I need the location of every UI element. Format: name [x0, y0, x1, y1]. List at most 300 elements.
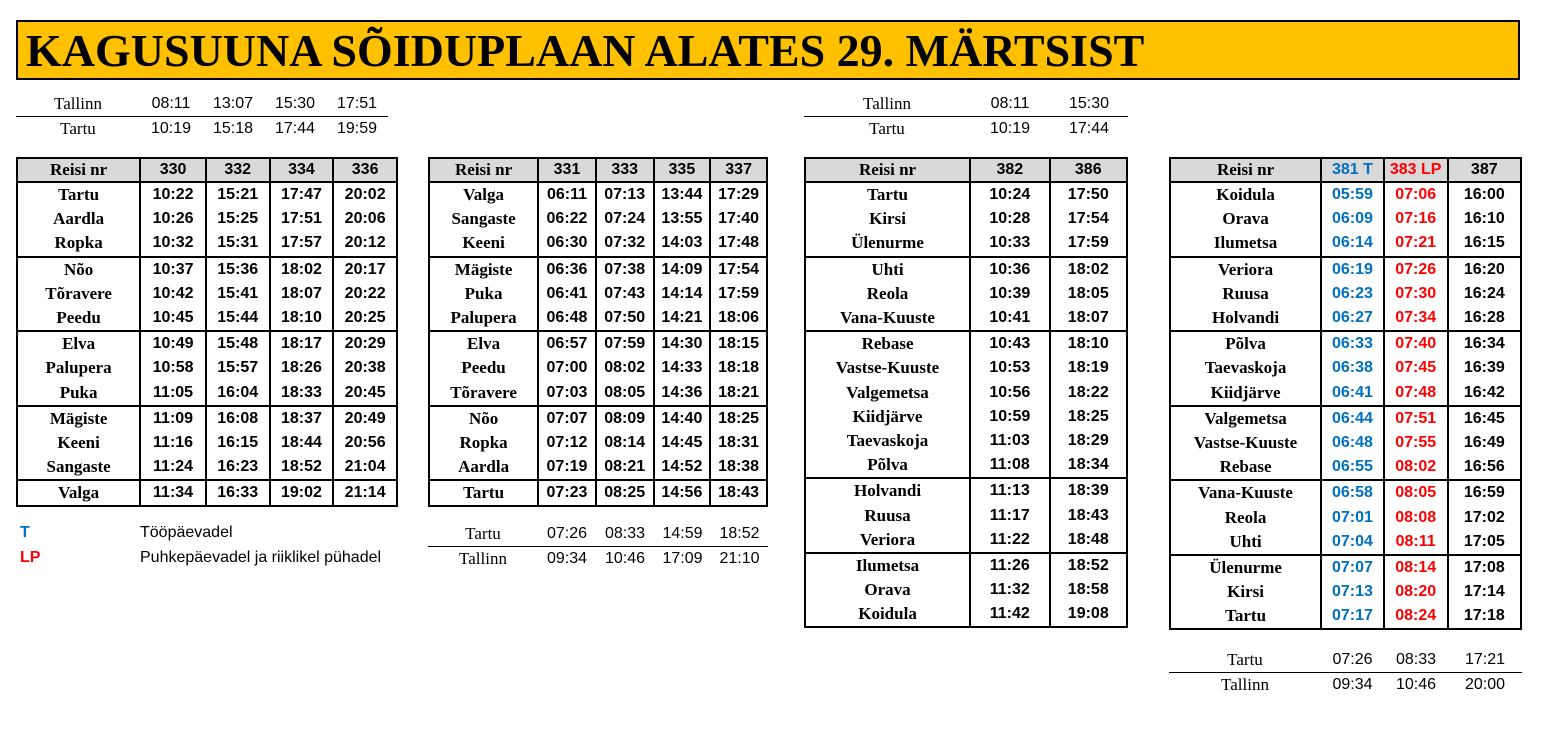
station-name: Veriora [1170, 257, 1321, 282]
time-cell: 14:36 [654, 381, 711, 406]
time-cell: 10:49 [140, 331, 206, 356]
station-name: Rebase [1170, 455, 1321, 480]
station-name: Mägiste [429, 257, 538, 282]
time-cell: 07:26 [1321, 648, 1384, 673]
time-cell: 11:05 [140, 381, 206, 406]
time-cell: 14:21 [654, 306, 711, 331]
time-cell: 18:15 [710, 331, 767, 356]
time-cell: 08:09 [596, 406, 654, 431]
time-cell: 07:43 [596, 282, 654, 306]
time-cell: 07:24 [596, 207, 654, 231]
time-cell: 09:34 [546, 550, 588, 567]
station-name: Orava [805, 578, 970, 602]
time-cell: 18:19 [1050, 356, 1127, 380]
time-cell: 07:50 [596, 306, 654, 331]
time-cell: 20:02 [333, 182, 397, 207]
table-row [1170, 207, 1521, 231]
station-name: Sangaste [429, 207, 538, 231]
time-cell: 07:59 [596, 331, 654, 356]
time-cell: 08:02 [1384, 455, 1448, 480]
station-name: Ropka [17, 231, 140, 256]
time-cell: 07:40 [1384, 331, 1448, 356]
station-name: Holvandi [805, 478, 970, 503]
time-cell: 06:44 [1321, 406, 1384, 431]
station-name: Ilumetsa [1170, 231, 1321, 256]
time-cell: 18:58 [1050, 578, 1127, 602]
station-name: Tartu [1170, 604, 1321, 629]
table-row [429, 231, 767, 256]
connection-row [1169, 648, 1522, 673]
time-cell: 06:36 [538, 257, 596, 282]
header-row [805, 158, 1127, 182]
legend-workday [20, 524, 30, 542]
time-cell: 19:02 [270, 480, 334, 506]
time-cell: 07:32 [596, 231, 654, 256]
time-cell: 21:04 [333, 455, 397, 480]
station-name: Taevaskoja [1170, 356, 1321, 380]
table-row [805, 503, 1127, 527]
time-cell: 17:59 [1050, 231, 1127, 256]
table-row [17, 182, 397, 207]
station-name: Tallinn [459, 549, 507, 568]
table-row [805, 306, 1127, 331]
legend-holiday-text: Puhkepäevadel ja riiklikel pühadel [140, 549, 382, 566]
time-cell: 18:44 [270, 431, 334, 455]
time-cell: 18:34 [1050, 453, 1127, 478]
time-cell: 10:39 [970, 282, 1049, 306]
station-name: Ropka [429, 431, 538, 455]
time-cell: 16:10 [1448, 207, 1521, 231]
time-cell: 14:33 [654, 356, 711, 380]
time-cell: 07:03 [538, 381, 596, 406]
table-row [1170, 331, 1521, 356]
table-row [17, 257, 397, 282]
time-cell: 14:14 [654, 282, 711, 306]
time-cell: 20:45 [333, 381, 397, 406]
station-name: Tartu [428, 522, 538, 547]
table-row [429, 480, 767, 506]
time-cell: 08:33 [1384, 648, 1448, 673]
time-cell: 10:42 [140, 282, 206, 306]
time-cell: 20:29 [333, 331, 397, 356]
time-cell: 18:26 [270, 356, 334, 380]
time-cell: 10:26 [140, 207, 206, 231]
time-cell: 14:56 [654, 480, 711, 506]
time-cell: 20:49 [333, 406, 397, 431]
time-cell: 11:08 [970, 453, 1049, 478]
time-cell: 07:30 [1384, 282, 1448, 306]
time-cell: 11:22 [970, 528, 1049, 553]
station-name: Palupera [17, 356, 140, 380]
station-name: Ruusa [1170, 282, 1321, 306]
connection-row [1169, 673, 1522, 698]
page-title: KAGUSUUNA SÕIDUPLAAN ALATES 29. MÄRTSIST [26, 25, 1145, 76]
station-name: Kiidjärve [805, 405, 970, 429]
table-row [1170, 182, 1521, 207]
time-cell: 18:48 [1050, 528, 1127, 553]
station-name: Ruusa [805, 503, 970, 527]
time-cell: 07:21 [1384, 231, 1448, 256]
time-cell: 05:59 [1321, 182, 1384, 207]
time-cell: 15:36 [206, 257, 270, 282]
time-cell: 07:04 [1321, 530, 1384, 555]
table-row [805, 331, 1127, 356]
time-cell: 15:30 [264, 92, 326, 117]
station-name: Kirsi [1170, 580, 1321, 604]
connection-tartu-tallinn-2 [1169, 648, 1522, 697]
timetable-tartu-koidula [804, 157, 1128, 628]
time-cell: 07:48 [1384, 381, 1448, 406]
station-name: Tartu [869, 119, 905, 138]
time-cell: 06:11 [538, 182, 596, 207]
table-row [1170, 231, 1521, 256]
station-name: Rebase [805, 331, 970, 356]
time-cell: 10:58 [140, 356, 206, 380]
table-row [805, 553, 1127, 578]
table-row [805, 453, 1127, 478]
time-cell: 10:19 [150, 120, 192, 137]
time-cell: 18:25 [1050, 405, 1127, 429]
connection-tallinn-tartu-2 [804, 92, 1128, 141]
table-row [17, 231, 397, 256]
time-cell: 10:43 [970, 331, 1049, 356]
table-row [17, 406, 397, 431]
time-cell: 18:25 [710, 406, 767, 431]
time-cell: 16:08 [206, 406, 270, 431]
time-cell: 13:07 [202, 92, 264, 117]
time-cell: 07:45 [1384, 356, 1448, 380]
station-name: Valgemetsa [1170, 406, 1321, 431]
station-name: Elva [429, 331, 538, 356]
time-cell: 17:40 [710, 207, 767, 231]
time-cell: 06:30 [538, 231, 596, 256]
time-cell: 06:48 [538, 306, 596, 331]
time-cell: 10:45 [140, 306, 206, 331]
time-cell: 07:34 [1384, 306, 1448, 331]
time-cell: 20:12 [333, 231, 397, 256]
time-cell: 15:18 [212, 120, 254, 137]
time-cell: 07:19 [538, 455, 596, 480]
time-cell: 07:07 [1321, 555, 1384, 580]
time-cell: 18:43 [710, 480, 767, 506]
time-cell: 18:52 [711, 522, 768, 547]
time-cell: 16:28 [1448, 306, 1521, 331]
time-cell: 18:38 [710, 455, 767, 480]
header-trip-number: 333 [596, 158, 654, 182]
time-cell: 17:50 [1050, 182, 1127, 207]
table-row [805, 207, 1127, 231]
time-cell: 17:08 [1448, 555, 1521, 580]
time-cell: 16:45 [1448, 406, 1521, 431]
station-name: Aardla [429, 455, 538, 480]
time-cell: 16:39 [1448, 356, 1521, 380]
time-cell: 19:59 [336, 120, 378, 137]
time-cell: 14:30 [654, 331, 711, 356]
table-row [1170, 431, 1521, 455]
legend-code-t: T [20, 524, 30, 541]
time-cell: 18:10 [1050, 331, 1127, 356]
connection-row [804, 117, 1128, 142]
time-cell: 17:51 [326, 92, 388, 117]
station-name: Holvandi [1170, 306, 1321, 331]
table-row [429, 207, 767, 231]
connection-row [428, 547, 768, 572]
station-name: Tartu [17, 182, 140, 207]
time-cell: 16:20 [1448, 257, 1521, 282]
legend-code-lp: LP [20, 549, 41, 566]
table-row [1170, 480, 1521, 505]
time-cell: 10:36 [970, 257, 1049, 282]
time-cell: 08:05 [1384, 480, 1448, 505]
table-row [429, 431, 767, 455]
time-cell: 11:13 [970, 478, 1049, 503]
time-cell: 16:04 [206, 381, 270, 406]
time-cell: 15:30 [1050, 92, 1128, 117]
time-cell: 20:25 [333, 306, 397, 331]
time-cell: 18:21 [710, 381, 767, 406]
time-cell: 17:54 [1050, 207, 1127, 231]
time-cell: 10:41 [970, 306, 1049, 331]
time-cell: 18:02 [1050, 257, 1127, 282]
table-row [1170, 604, 1521, 629]
time-cell: 08:08 [1384, 505, 1448, 529]
table-row [429, 306, 767, 331]
table-row [429, 331, 767, 356]
table-row [805, 257, 1127, 282]
time-cell: 06:58 [1321, 480, 1384, 505]
time-cell: 15:41 [206, 282, 270, 306]
table-row [17, 331, 397, 356]
time-cell: 17:44 [1068, 120, 1110, 137]
time-cell: 10:24 [970, 182, 1049, 207]
time-cell: 21:14 [333, 480, 397, 506]
time-cell: 20:17 [333, 257, 397, 282]
station-name: Vana-Kuuste [805, 306, 970, 331]
table-row [17, 282, 397, 306]
time-cell: 06:57 [538, 331, 596, 356]
time-cell: 06:41 [538, 282, 596, 306]
timetable-koidula-tartu [1169, 157, 1522, 630]
time-cell: 16:00 [1448, 182, 1521, 207]
time-cell: 16:15 [1448, 231, 1521, 256]
header-trip-label: Reisi nr [805, 158, 970, 182]
time-cell: 18:29 [1050, 429, 1127, 453]
table-row [1170, 257, 1521, 282]
timetable-tartu-valga [16, 157, 398, 507]
station-name: Tallinn [804, 92, 970, 117]
station-name: Peedu [17, 306, 140, 331]
station-name: Tõravere [429, 381, 538, 406]
station-name: Uhti [805, 257, 970, 282]
time-cell: 06:14 [1321, 231, 1384, 256]
time-cell: 07:07 [538, 406, 596, 431]
time-cell: 10:32 [140, 231, 206, 256]
time-cell: 10:46 [604, 550, 646, 567]
time-cell: 06:55 [1321, 455, 1384, 480]
legend-workday-text: Tööpäevadel [140, 524, 233, 541]
table-row [805, 578, 1127, 602]
time-cell: 10:19 [989, 120, 1031, 137]
station-name: Peedu [429, 356, 538, 380]
time-cell: 18:10 [270, 306, 334, 331]
time-cell: 11:32 [970, 578, 1049, 602]
table-row [429, 356, 767, 380]
time-cell: 07:23 [538, 480, 596, 506]
station-name: Puka [429, 282, 538, 306]
time-cell: 08:02 [596, 356, 654, 380]
time-cell: 16:33 [206, 480, 270, 506]
time-cell: 07:26 [538, 522, 596, 547]
time-cell: 07:16 [1384, 207, 1448, 231]
time-cell: 10:53 [970, 356, 1049, 380]
time-cell: 14:45 [654, 431, 711, 455]
header-trip-number: 335 [654, 158, 711, 182]
time-cell: 06:48 [1321, 431, 1384, 455]
table-row [805, 478, 1127, 503]
time-cell: 07:13 [596, 182, 654, 207]
header-row [1170, 158, 1521, 182]
time-cell: 16:42 [1448, 381, 1521, 406]
time-cell: 10:33 [970, 231, 1049, 256]
time-cell: 08:20 [1384, 580, 1448, 604]
time-cell: 08:11 [970, 92, 1050, 117]
table-row [805, 602, 1127, 627]
station-name: Kirsi [805, 207, 970, 231]
time-cell: 17:02 [1448, 505, 1521, 529]
timetable-valga-tartu [428, 157, 768, 507]
time-cell: 18:07 [1050, 306, 1127, 331]
station-name: Nõo [17, 257, 140, 282]
station-name: Taevaskoja [805, 429, 970, 453]
time-cell: 14:40 [654, 406, 711, 431]
table-row [1170, 580, 1521, 604]
time-cell: 11:26 [970, 553, 1049, 578]
time-cell: 14:52 [654, 455, 711, 480]
time-cell: 17:09 [662, 550, 703, 567]
time-cell: 16:23 [206, 455, 270, 480]
table-row [429, 455, 767, 480]
time-cell: 18:52 [1050, 553, 1127, 578]
table-row [1170, 306, 1521, 331]
time-cell: 18:07 [270, 282, 334, 306]
table-row [429, 282, 767, 306]
time-cell: 20:00 [1464, 676, 1506, 693]
station-name: Tallinn [16, 92, 140, 117]
time-cell: 15:57 [206, 356, 270, 380]
station-name: Vana-Kuuste [1170, 480, 1321, 505]
time-cell: 17:57 [270, 231, 334, 256]
station-name: Aardla [17, 207, 140, 231]
table-row [1170, 555, 1521, 580]
time-cell: 07:38 [596, 257, 654, 282]
time-cell: 17:29 [710, 182, 767, 207]
time-cell: 08:05 [596, 381, 654, 406]
time-cell: 10:28 [970, 207, 1049, 231]
station-name: Tartu [805, 182, 970, 207]
time-cell: 08:24 [1384, 604, 1448, 629]
time-cell: 09:34 [1332, 676, 1373, 693]
station-name: Mägiste [17, 406, 140, 431]
time-cell: 17:59 [710, 282, 767, 306]
time-cell: 06:19 [1321, 257, 1384, 282]
table-row [1170, 530, 1521, 555]
station-name: Koidula [1170, 182, 1321, 207]
header-trip-number: 381 T [1321, 158, 1384, 182]
table-row [17, 480, 397, 506]
time-cell: 20:06 [333, 207, 397, 231]
time-cell: 18:43 [1050, 503, 1127, 527]
time-cell: 18:05 [1050, 282, 1127, 306]
connection-tartu-tallinn-1 [428, 522, 768, 571]
station-name: Elva [17, 331, 140, 356]
time-cell: 20:38 [333, 356, 397, 380]
time-cell: 16:24 [1448, 282, 1521, 306]
connection-row [16, 92, 388, 117]
station-name: Ülenurme [805, 231, 970, 256]
station-name: Sangaste [17, 455, 140, 480]
station-name: Reola [805, 282, 970, 306]
time-cell: 17:51 [270, 207, 334, 231]
time-cell: 06:41 [1321, 381, 1384, 406]
time-cell: 14:09 [654, 257, 711, 282]
time-cell: 06:33 [1321, 331, 1384, 356]
title-banner [16, 20, 1520, 80]
time-cell: 21:10 [719, 550, 760, 567]
time-cell: 17:54 [710, 257, 767, 282]
station-name: Vastse-Kuuste [1170, 431, 1321, 455]
time-cell: 06:09 [1321, 207, 1384, 231]
legend-holiday [20, 549, 40, 567]
header-trip-number: 386 [1050, 158, 1127, 182]
time-cell: 15:25 [206, 207, 270, 231]
table-row [805, 182, 1127, 207]
time-cell: 08:11 [140, 92, 202, 117]
time-cell: 15:21 [206, 182, 270, 207]
time-cell: 11:03 [970, 429, 1049, 453]
table-row [805, 231, 1127, 256]
table-row [805, 405, 1127, 429]
time-cell: 18:18 [710, 356, 767, 380]
connection-row [804, 92, 1128, 117]
table-row [1170, 406, 1521, 431]
connection-row [428, 522, 768, 547]
header-trip-label: Reisi nr [1170, 158, 1321, 182]
table-row [17, 356, 397, 380]
time-cell: 06:38 [1321, 356, 1384, 380]
table-row [805, 282, 1127, 306]
time-cell: 16:15 [206, 431, 270, 455]
station-name: Koidula [805, 602, 970, 627]
time-cell: 17:44 [274, 120, 316, 137]
header-trip-number: 382 [970, 158, 1049, 182]
time-cell: 18:37 [270, 406, 334, 431]
table-row [1170, 505, 1521, 529]
time-cell: 07:13 [1321, 580, 1384, 604]
table-row [429, 406, 767, 431]
time-cell: 11:42 [970, 602, 1049, 627]
table-row [805, 429, 1127, 453]
time-cell: 18:02 [270, 257, 334, 282]
time-cell: 17:18 [1448, 604, 1521, 629]
time-cell: 08:21 [596, 455, 654, 480]
time-cell: 11:16 [140, 431, 206, 455]
time-cell: 11:24 [140, 455, 206, 480]
station-name: Valga [17, 480, 140, 506]
station-name: Uhti [1170, 530, 1321, 555]
header-row [17, 158, 397, 182]
time-cell: 18:06 [710, 306, 767, 331]
time-cell: 11:17 [970, 503, 1049, 527]
